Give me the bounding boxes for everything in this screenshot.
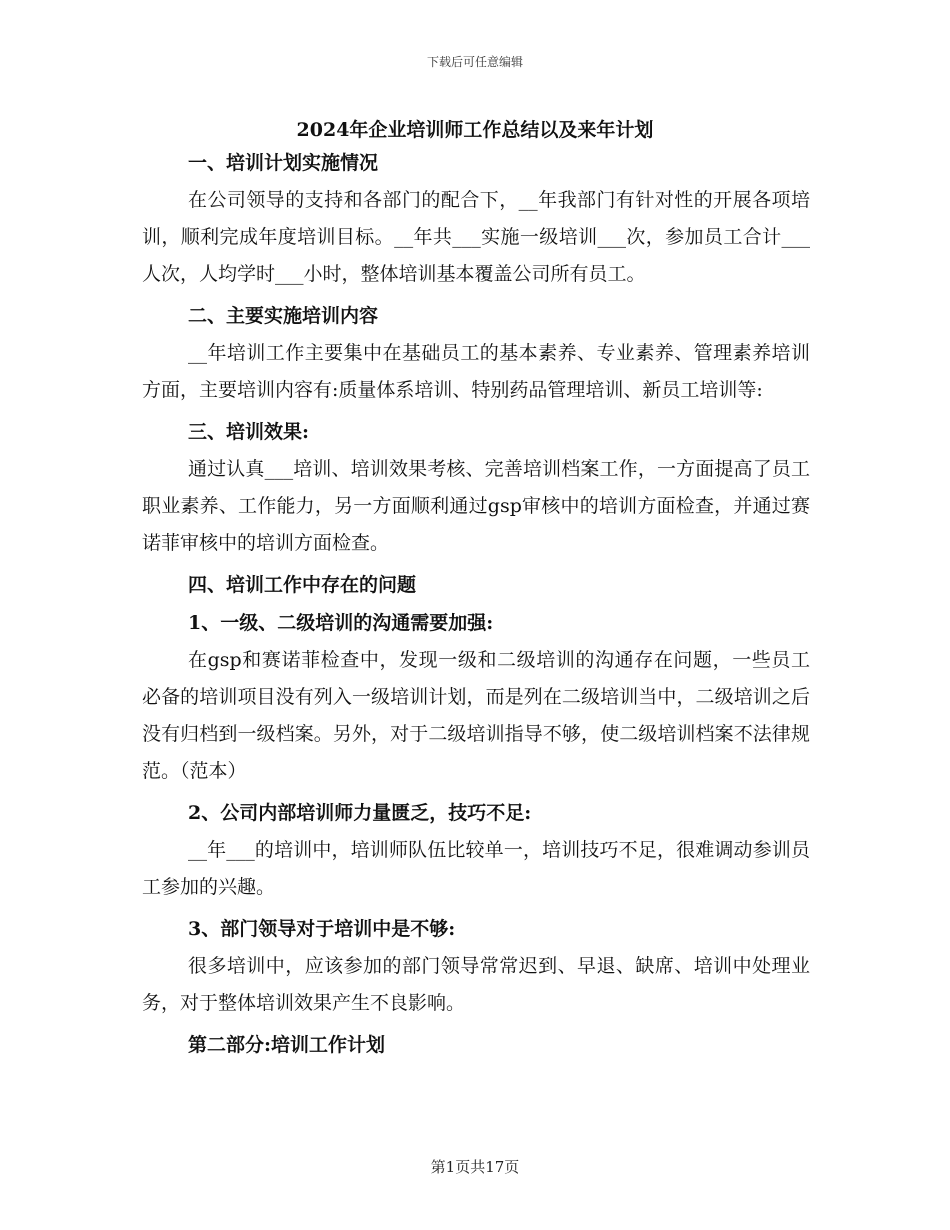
page-number: 第1页共17页 <box>430 1158 520 1176</box>
subheading-1: 1、一级、二级培训的沟通需要加强: <box>188 612 494 634</box>
section-heading-3: 三、培训效果: <box>188 421 310 443</box>
subheading-2: 2、公司内部培训师力量匮乏，技巧不足: <box>188 802 532 824</box>
page-header-note: 下载后可任意编辑 <box>426 55 523 69</box>
document-title: 2024年企业培训师工作总结以及来年计划 <box>296 119 654 141</box>
paragraph-1: 在公司领导的支持和各部门的配合下，__年我部门有针对性的开展各项培训，顺利完成年度培训目标。__年共___实施一级培训___次，参加员工合计___人次，人均学时___小时，整体培训基本覆盖公司所有员工。 <box>142 189 810 285</box>
paragraph-5: __年___的培训中，培训师队伍比较单一，培训技巧不足，很难调动参训员工参加的兴趣。 <box>142 839 810 898</box>
section-heading-4: 四、培训工作中存在的问题 <box>188 574 417 596</box>
paragraph-4: 在gsp和赛诺菲检查中，发现一级和二级培训的沟通存在问题，一些员工必备的培训项目没有列入一级培训计划，而是列在二级培训当中，二级培训之后没有归档到一级档案。另外，对于二级培训指导不够，使二级培训档案不法律规范。（范本） <box>142 649 810 782</box>
document-body <box>142 148 810 1060</box>
paragraph-2: __年培训工作主要集中在基础员工的基本素养、专业素养、管理素养培训方面，主要培训内容有:质量体系培训、特别药品管理培训、新员工培训等: <box>142 342 810 401</box>
paragraph-6: 很多培训中，应该参加的部门领导常常迟到、早退、缺席、培训中处理业务，对于整体培训效果产生不良影响。 <box>142 955 810 1014</box>
paragraph-3: 通过认真___培训、培训效果考核、完善培训档案工作，一方面提高了员工职业素养、工作能力，另一方面顺利通过gsp审核中的培训方面检查，并通过赛诺菲审核中的培训方面检查。 <box>142 458 810 554</box>
part-heading: 第二部分:培训工作计划 <box>188 1034 386 1056</box>
section-heading-1: 一、培训计划实施情况 <box>188 152 379 174</box>
subheading-3: 3、部门领导对于培训中是不够: <box>188 918 456 940</box>
section-heading-2: 二、主要实施培训内容 <box>188 305 379 327</box>
